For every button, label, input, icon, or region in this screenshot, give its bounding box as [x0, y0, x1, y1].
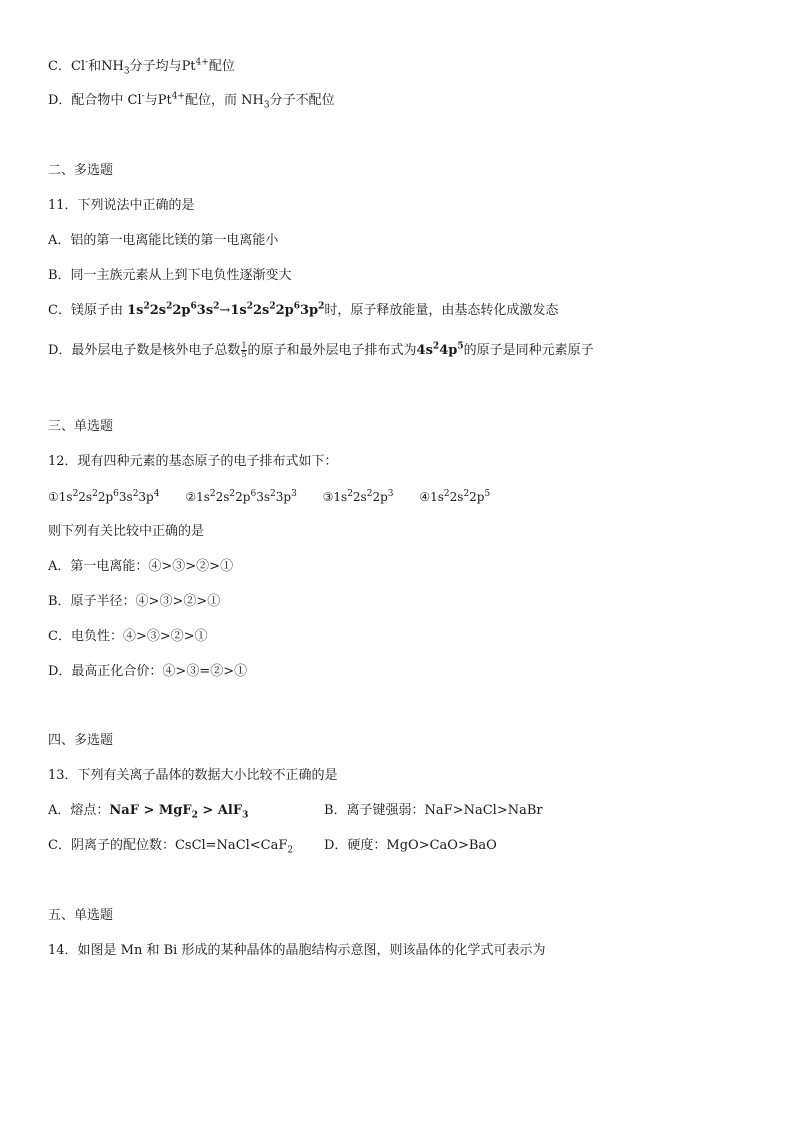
fraction-one-fifth: $\frac{1}{5}$: [241, 341, 247, 359]
section-title-multi-choice-1: 二、多选题: [48, 163, 114, 178]
q10-option-c: C．Cl-和$NH_3$分子均与$Pt^{4+}$配位: [48, 57, 235, 77]
electron-config-4s2-4p5: $4s^24p^5$: [416, 341, 464, 358]
q12-option-c: C．电负性：④>③>②>①: [48, 629, 208, 644]
q11-option-d: D．最外层电子数是核外电子总数 $\frac{1}{5}$ 的原子和最外层电子排布式为$4s^24p^5$的原子是同种元素原子: [48, 341, 594, 359]
q12-after-text: 则下列有关比较中正确的是: [48, 524, 205, 539]
q10-option-d: D．配合物中 Cl-与$Pt^{4+}$配位，而 $NH_3$分子不配位: [48, 91, 335, 111]
q12-option-b: B．原子半径：④>③>②>①: [48, 594, 221, 609]
config-2: $1s^22s^22p^63s^23p^3$: [196, 489, 297, 504]
q13-option-a: A．熔点：NaF > MgF$_2$ > AlF$_3$: [48, 803, 249, 821]
q12-option-d: D．最高正化合价：④>③=②>①: [48, 664, 248, 679]
q13-option-c: C．阴离子的配位数：CsCl=NaCl<CaF$_2$: [48, 838, 294, 856]
electron-config-ground: $1s^22s^22p^63s^2$: [127, 301, 220, 318]
section-title-single-choice-1: 三、单选题: [48, 419, 114, 434]
q13-option-b: B．离子键强弱：NaF>NaCl>NaBr: [324, 803, 543, 818]
section-title-multi-choice-2: 四、多选题: [48, 733, 114, 748]
q12-option-a: A．第一电离能：④>③>②>①: [48, 559, 234, 574]
config-1: $1s^22s^22p^63s^23p^4$: [58, 489, 160, 504]
q12-stem: 12．现有四种元素的基态原子的电子排布式如下：: [48, 454, 338, 469]
q11-option-c: C．镁原子由 $1s^22s^22p^63s^2\to 1s^22s^22p^63p^2$时，原子释放能量，由基态转化成激发态: [48, 301, 559, 318]
section-title-single-choice-2: 五、单选题: [48, 908, 114, 923]
electron-config-excited: $1s^22s^22p^63p^2$: [230, 301, 325, 318]
q13-stem: 13．下列有关离子晶体的数据大小比较不正确的是: [48, 768, 338, 783]
q11-option-b: B．同一主族元素从上到下电负性逐渐变大: [48, 268, 292, 283]
config-3: $1s^22s^22p^3$: [333, 489, 394, 504]
q14-stem: 14．如图是 Mn 和 Bi 形成的某种晶体的晶胞结构示意图，则该晶体的化学式可表示为: [48, 943, 546, 958]
q11-option-a: A．铝的第一电离能比镁的第一电离能小: [48, 233, 279, 248]
config-4: $1s^22s^22p^5$: [430, 489, 491, 504]
q12-configs: $①1s^22s^22p^63s^23p^4$ $②1s^22s^22p^63s^23p^3$ $③1s^22s^22p^3$ $④1s^22s^22p^5$: [48, 489, 491, 504]
q11-stem: 11．下列说法中正确的是: [48, 198, 195, 213]
q13-option-d: D．硬度：MgO>CaO>BaO: [324, 838, 497, 853]
